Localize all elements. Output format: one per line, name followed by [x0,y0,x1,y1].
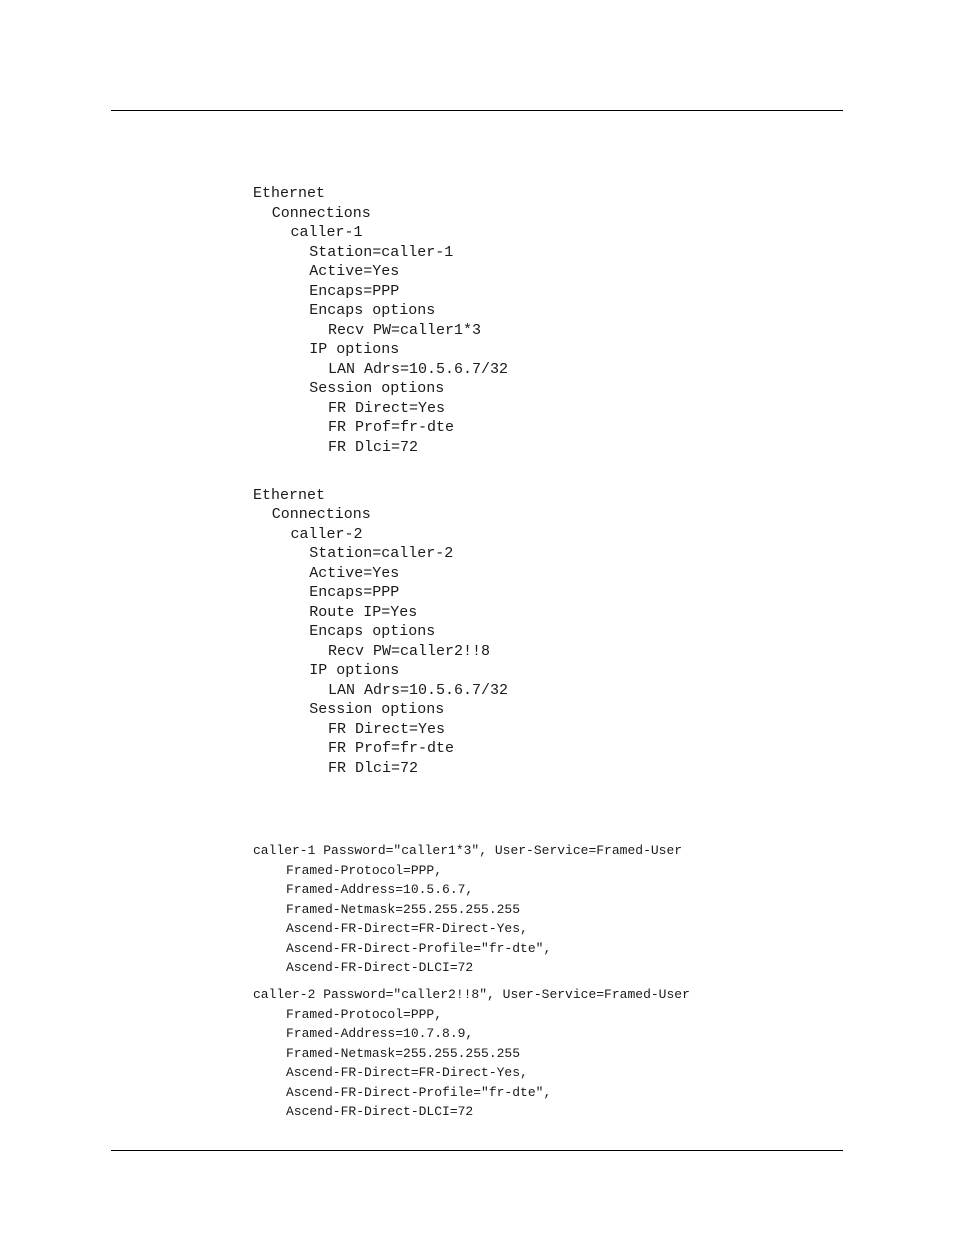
menu-line: Active=Yes [309,564,400,582]
radius-entry-header: caller-1 Password="caller1*3", User-Service=Framed-User [253,843,683,858]
header-rule [111,110,843,111]
menu-line: Route IP=Yes [309,603,418,621]
menu-line: Session options [309,380,445,397]
menu-line: IP options [309,341,400,358]
menu-line: LAN Adrs=10.5.6.7/32 [328,360,509,378]
menu-line: IP options [309,662,400,679]
radius-attribute-line: Framed-Netmask=255.255.255.255 [286,1045,521,1061]
radius-entry-caller-2 [253,985,690,1122]
radius-attribute-line: Framed-Protocol=PPP, [286,862,443,878]
menu-line: Connections [271,204,371,222]
menu-line: FR Prof=fr-dte [328,740,455,757]
menu-line: LAN Adrs=10.5.6.7/32 [328,681,509,699]
menu-config-listing [253,184,508,778]
radius-entry-caller-1 [253,841,690,978]
radius-attribute-line: Ascend-FR-Direct-Profile="fr-dte", [286,940,552,956]
footer-rule [111,1150,843,1151]
radius-attribute-line: Ascend-FR-Direct-DLCI=72 [286,1104,474,1119]
menu-profile-caller-1 [253,184,508,457]
menu-line: caller-2 [290,525,363,543]
menu-profile-caller-2 [253,486,508,779]
menu-line: Encaps=PPP [309,584,400,601]
menu-line: Ethernet [253,486,326,504]
menu-line: Station=caller-2 [309,545,454,562]
menu-line: Station=caller-1 [309,243,454,261]
menu-line: FR Prof=fr-dte [328,419,455,436]
menu-line: FR Direct=Yes [328,720,446,738]
menu-line: caller-1 [290,224,363,241]
menu-line: Session options [309,701,445,718]
radius-attribute-line: Ascend-FR-Direct=FR-Direct-Yes, [286,1065,528,1080]
menu-line: Active=Yes [309,263,400,280]
radius-attribute-line: Framed-Protocol=PPP, [286,1006,443,1022]
menu-line: Encaps=PPP [309,282,400,300]
radius-attribute-line: Framed-Address=10.5.6.7, [286,882,474,897]
menu-line: Connections [271,506,371,523]
radius-attribute-line: Ascend-FR-Direct-Profile="fr-dte", [286,1084,552,1100]
radius-config-listing [253,841,690,1122]
radius-attribute-line: Ascend-FR-Direct-DLCI=72 [286,960,474,975]
menu-line: Encaps options [309,302,436,319]
menu-line: FR Dlci=72 [328,438,419,456]
menu-line: Ethernet [253,185,326,202]
menu-line: FR Dlci=72 [328,759,419,777]
radius-attribute-line: Framed-Address=10.7.8.9, [286,1026,474,1041]
menu-line: Encaps options [309,623,436,640]
radius-attribute-line: Framed-Netmask=255.255.255.255 [286,901,521,917]
menu-line: FR Direct=Yes [328,399,446,417]
radius-attribute-line: Ascend-FR-Direct=FR-Direct-Yes, [286,921,528,936]
menu-line: Recv PW=caller2!!8 [328,642,491,660]
radius-entry-header: caller-2 Password="caller2!!8", User-Service=Framed-User [253,987,690,1002]
menu-line: Recv PW=caller1*3 [328,321,482,339]
